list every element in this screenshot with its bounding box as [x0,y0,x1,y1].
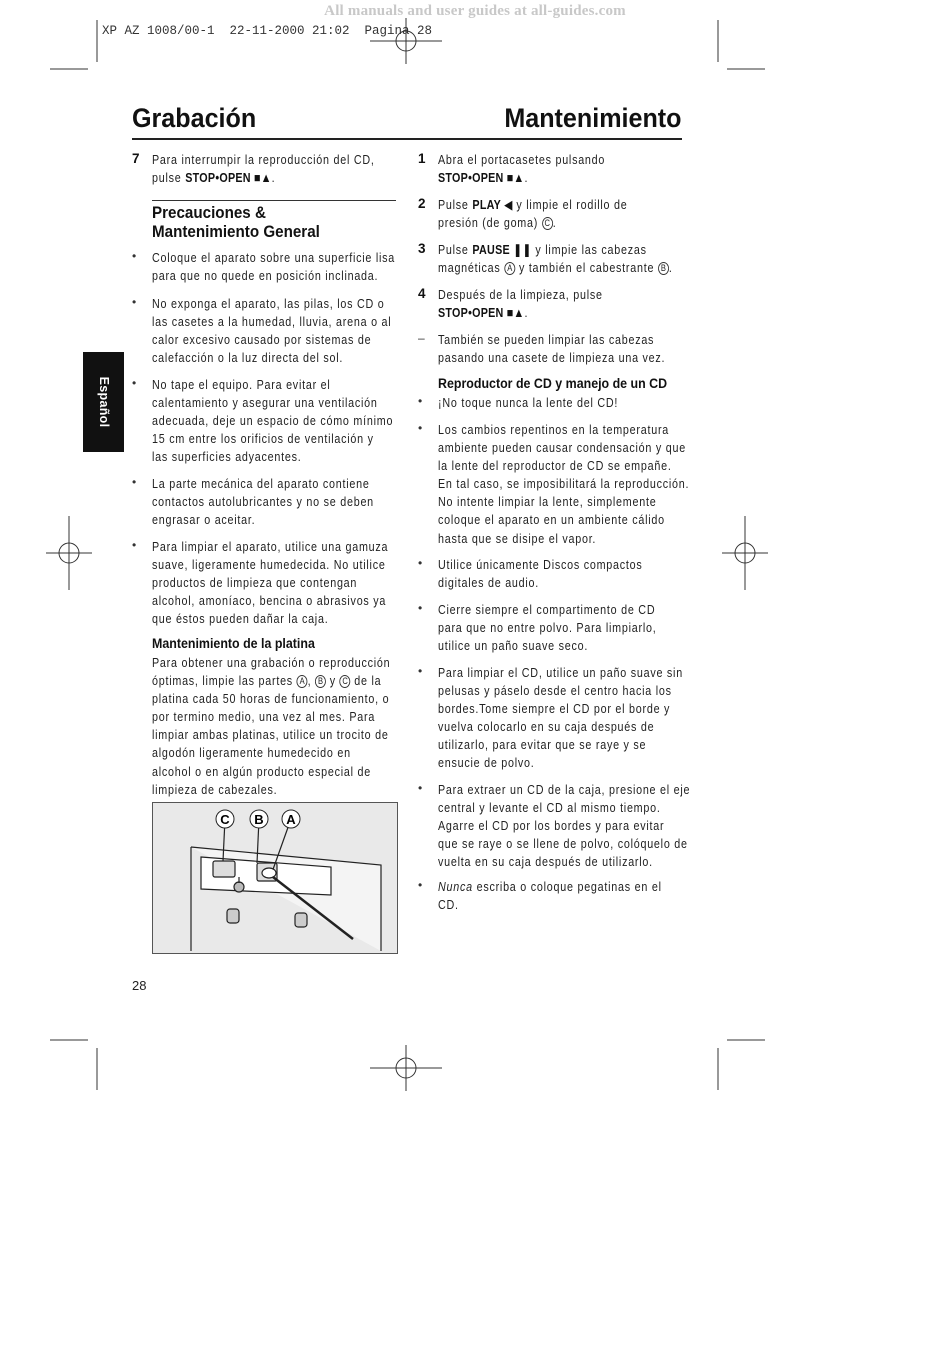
step-2-text: Pulse PLAY ◀ y limpie el rodillo de presión (de goma) C . [438,197,628,231]
left-bullet-2: No exponga el aparato, las pilas, los CD o las casetes a la humedad, lluvia, arena o al calor excesivo causado por sistemas de calefacción o la luz directa del sol. [152,296,392,366]
right-bullet-2: Los cambios repentinos en la temperatura ambiente pueden causar condensación y que la lente del reproductor de CD se empañe. En tal caso, se imposibilitará la reproducción. No intente limpiar la lente, simplemente coloque el aparato en un ambiente cálido hasta que se disipe el vapor. [438,422,690,546]
right-bullet-last: Nunca escriba o coloque pegatinas en el CD. [438,879,662,913]
bullet-marker: • [132,376,137,390]
figure-label-b: B [254,812,264,827]
step-3-text: Pulse PAUSE ❚❚ y limpie las cabezas magnéticas A y también el cabestrante B . [438,242,673,276]
right-bullet-1: ¡No toque nunca la lente del CD! [438,395,619,410]
bullet-marker: • [132,538,137,552]
bullet-marker: • [418,421,423,435]
step-3-number: 3 [418,241,426,256]
language-tab: Español [83,352,124,452]
section-rule [152,200,396,201]
step-7-text: Para interrumpir la reproducción del CD, pulse STOP•OPEN ■▲. [152,152,375,186]
right-bullet-5: Para limpiar el CD, utilice un paño suave sin pelusas y páselo desde el centro hacia los bordes.Tome siempre el CD por el borde y vuelva colocarlo en su caja después de utilizarlo, para evitar que se raye y se ensucie de polvo. [438,665,683,771]
left-bullet-4: La parte mecánica del aparato contiene contactos autolubricantes y no se deben engrasar o aceitar. [152,476,374,528]
bullet-marker: • [418,601,423,615]
platina-text: Para obtener una grabación o reproducción óptimas, limpie las partes A , B y C de la platina cada 50 horas de funcionamiento, o por termino medio, una vez al mes. Para limpiar ambas platinas, utilice un trocito de algodón ligeramente humedecido en alcohol o en algún producto especial de limpieza de cabezales. [152,655,391,797]
circled-a-step3: A [504,262,515,275]
page-number: 28 [132,978,147,993]
title-mantenimiento: Mantenimiento [504,103,682,133]
right-bullet-4: Cierre siempre el compartimento de CD para que no entre polvo. Para limpiarlo, utilice un paño suave seco. [438,602,657,654]
circled-b-step3: B [658,262,669,275]
figure-label-a: A [286,812,296,827]
step-1-text: Abra el portacasetes pulsando STOP•OPEN ■▲. [438,152,606,186]
tape-deck-drawing [153,803,397,953]
dash-marker: – [418,331,425,345]
circled-a: A [297,675,308,688]
left-bullet-1: Coloque el aparato sobre una superficie lisa para que no quede en posición inclinada. [152,250,396,284]
figure-label-c: C [220,812,230,827]
bullet-marker: • [418,781,423,795]
bullet-marker: • [132,249,137,263]
right-bullet-6: Para extraer un CD de la caja, presione el eje central y levante el CD al mismo tiempo. Agarre el CD por los bordes y para evitar que se raye o se llene de polvo, colóquelo de vuelta en su caja después de utilizarlo. [438,782,691,870]
step-7-number: 7 [132,151,140,166]
bullet-marker: • [418,664,423,678]
bullet-marker: • [132,295,137,309]
step-4-text: Después de la limpieza, pulse STOP•OPEN ■▲. [438,287,603,321]
print-info: XP AZ 1008/00-1 22-11-2000 21:02 Pagina 28 [102,24,433,38]
step-2-number: 2 [418,196,426,211]
title-rule [132,138,682,140]
watermark: All manuals and user guides at all-guides.com [324,3,626,19]
title-grabacion: Grabación [132,103,257,133]
left-bullet-3: No tape el equipo. Para evitar el calentamiento y asegurar una ventilación adecuada, deje un espacio de cómo mínimo 15 cm entre los orificios de ventilación y las superficies adyacentes. [152,377,394,465]
right-bullet-3: Utilice únicamente Discos compactos digitales de audio. [438,557,643,591]
left-bullet-5: Para limpiar el aparato, utilice una gamuza suave, ligeramente humedecida. No utilice productos de limpieza que contengan alcohol, amoníaco, bencina o abrasivos ya que éstos pueden dañar la caja. [152,539,389,627]
bullet-marker: • [418,394,423,408]
circled-c: C [340,675,351,688]
bullet-marker: • [418,556,423,570]
bullet-marker: • [132,475,137,489]
platina-heading: Mantenimiento de la platina [152,636,315,651]
step-4-number: 4 [418,286,426,301]
cd-heading: Reproductor de CD y manejo de un CD [438,376,668,391]
circled-c-step2: C [542,217,553,230]
platina-illustration [152,802,398,954]
bullet-marker: • [418,878,423,892]
step-1-number: 1 [418,151,426,166]
section-heading-precauciones: Precauciones & Mantenimiento General [152,204,320,241]
dash-note: También se pueden limpiar las cabezas pasando una casete de limpieza una vez. [438,332,666,366]
circled-b: B [315,675,326,688]
